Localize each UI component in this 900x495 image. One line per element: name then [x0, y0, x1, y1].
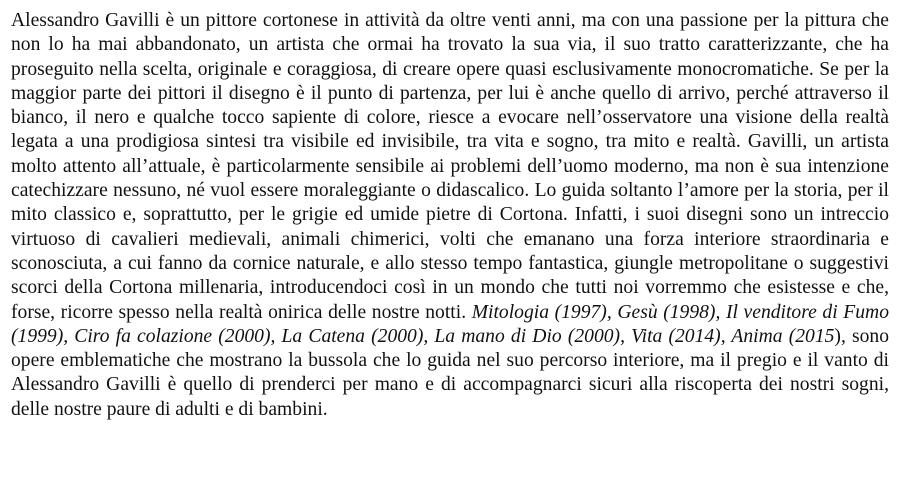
paragraph-text-after: ), sono opere emblematiche che mostrano la bussola che lo guida nel suo percorso interiore, ma il pregio e il vanto di Alessandro Gavilli è quello di prenderci per mano e di accompagnarci sicuri alla riscoperta dei nostri sogni, delle nostre paure di adulti e di bambini.	[11, 325, 890, 420]
paragraph-text-before: Alessandro Gavilli è un pittore cortonese in attività da oltre venti anni, ma con una passione per la pittura che non lo ha mai abbandonato, un artista che ormai ha trovato la sua via, il suo tratto caratterizzante, che ha proseguito nella scelta, originale e coraggiosa, di creare opere quasi esclusivamente monocromatiche. Se per la maggior parte dei pittori il disegno è il punto di partenza, per lui è anche quello di arrivo, perché attraverso il bianco, il nero e qualche tocco sapiente di colore, riesce a evocare nell’osservatore una visione della realtà legata a una prodigiosa sintesi tra visibile ed invisibile, tra vita e sogno, tra mito e realtà. Gavilli, un artista molto attento all’attuale, è particolarmente sensibile ai problemi dell’uomo moderno, ma non è sua intenzione catechizzare nessuno, né vuol essere moraleggiante o didascalico. Lo guida soltanto l’amore per la storia, per il mito classico e, soprattutto, per le grigie ed umide pietre di Cortona. Infatti, i suoi disegni sono un intreccio virtuoso di cavalieri medievali, animali chimerici, volti che emanano una forza interiore straordinaria e sconosciuta, a cui fanno da cornice naturale, e allo stesso tempo fantastica, giungle metropolitane o suggestivi scorci della Cortona millenaria, introducendoci così in un mondo che tutti noi vorremmo che esistesse e che, forse, ricorre spesso nella realtà onirica delle nostre notti.	[11, 10, 889, 323]
works-list-italic: Mitologia (1997), Gesù (1998), Il venditore di Fumo (1999), Ciro fa colazione (2000), La Catena (2000), La mano di Dio (2000), Vita (2014), Anima (2015	[11, 301, 889, 347]
body-paragraph	[11, 9, 889, 422]
